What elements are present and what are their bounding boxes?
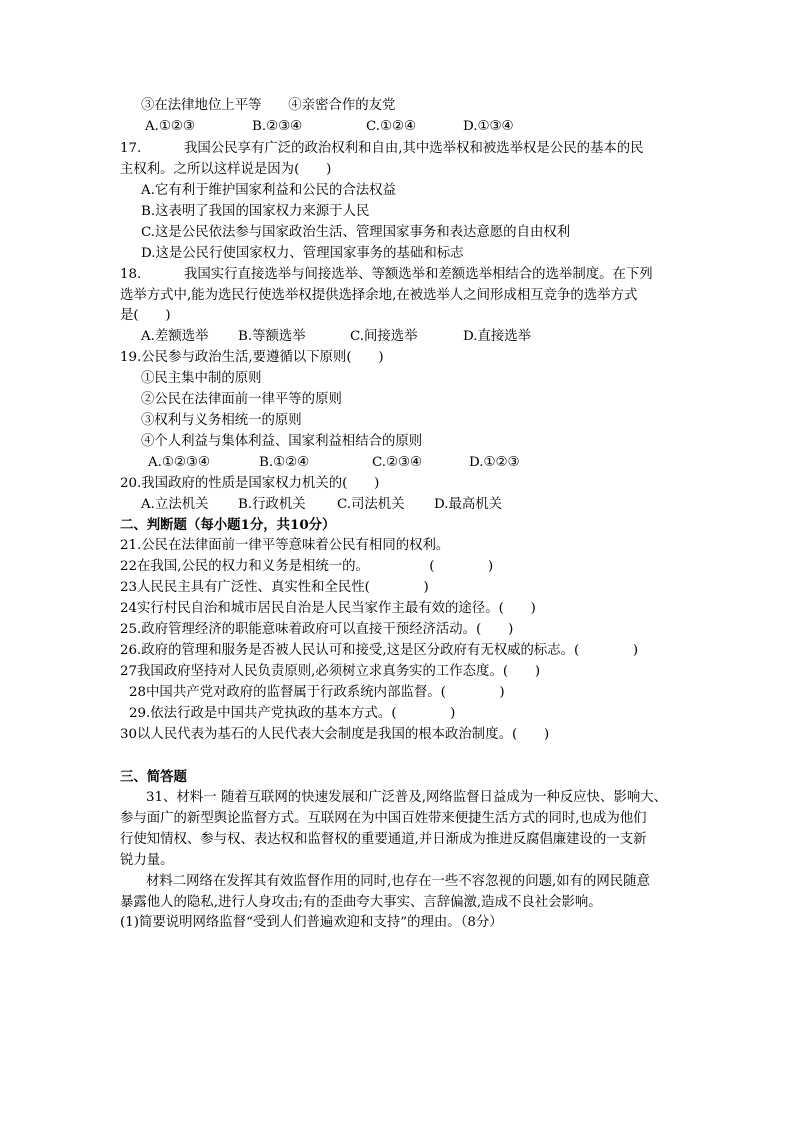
section3-title: 三、简答题 <box>120 769 187 785</box>
q18-stem-line1: 我国实行直接选举与间接选举、等额选举和差额选举相结合的选举制度。在下列 <box>184 267 653 282</box>
judge-item-22: 22在我国,公民的权力和义务是相统一的。 ( ) <box>120 559 494 574</box>
material1-line3: 行使知情权、参与权、表达权和监督权的重要通道,并日渐成为推进反腐倡廉建设的一支新 <box>120 832 647 847</box>
q19-item-3: ③权利与义务相统一的原则 <box>141 413 302 428</box>
q20-option-c: C.司法机关 <box>337 497 405 512</box>
q16-continuation: ③在法律地位上平等 ④亲密合作的友党 <box>141 98 396 113</box>
q16-option-a: A.①②③ <box>145 119 195 134</box>
section2-title: 二、判断题（每小题1分，共10分） <box>120 517 336 533</box>
q19-option-a: A.①②③④ <box>148 455 210 470</box>
q17-option-d: D.这是公民行使国家权力、管理国家事务的基础和标志 <box>141 246 464 261</box>
q19-option-b: B.①②④ <box>259 455 310 470</box>
q17-number: 17. <box>120 141 142 156</box>
q19-stem: 19.公民参与政治生活,要遵循以下原则( ) <box>120 350 384 365</box>
judge-item-23: 23人民民主具有广泛性、真实性和全民性( ) <box>120 580 429 595</box>
judge-item-26: 26.政府的管理和服务是否被人民认可和接受,这是区分政府有无权威的标志。( ) <box>120 643 639 658</box>
q19-item-4: ④个人利益与集体利益、国家利益相结合的原则 <box>141 434 423 449</box>
material1-line2: 参与面广的新型舆论监督方式。互联网在为中国百姓带来便捷生活方式的同时,也成为他们 <box>120 811 647 826</box>
q16-option-b: B.②③④ <box>252 119 303 134</box>
judge-item-25: 25.政府管理经济的职能意味着政府可以直接干预经济活动。( ) <box>120 622 514 637</box>
q19-option-c: C.②③④ <box>372 455 423 470</box>
q18-stem-line3: 是( ) <box>120 308 171 323</box>
q20-option-b: B.行政机关 <box>238 497 306 512</box>
question-31-1: (1)简要说明网络监督“受到人们普遍欢迎和支持”的理由。（8分） <box>120 915 503 930</box>
q19-item-1: ①民主集中制的原则 <box>141 371 262 386</box>
q18-option-b: B.等额选举 <box>238 329 306 344</box>
q17-option-c: C.这是公民依法参与国家政治生活、管理国家事务和表达意愿的自由权利 <box>141 225 571 240</box>
q18-option-a: A.差额选举 <box>141 329 209 344</box>
q18-option-d: D.直接选举 <box>463 329 532 344</box>
q20-option-a: A.立法机关 <box>141 497 209 512</box>
q20-stem: 20.我国政府的性质是国家权力机关的( ) <box>120 476 380 491</box>
material2-line1: 材料二网络在发挥其有效监督作用的同时,也存在一些不容忽视的问题,如有的网民随意 <box>146 874 650 889</box>
q18-stem-line2: 选举方式中,能为选民行使选举权提供选择余地,在被选举人之间形成相互竞争的选举方式 <box>120 288 638 303</box>
q17-stem-line1: 我国公民享有广泛的政治权利和自由,其中选举权和被选举权是公民的基本的民 <box>184 141 644 156</box>
q19-item-2: ②公民在法律面前一律平等的原则 <box>141 392 342 407</box>
q17-stem-line2: 主权利。之所以这样说是因为( ) <box>120 162 332 177</box>
q20-option-d: D.最高机关 <box>434 497 503 512</box>
judge-item-27: 27我国政府坚持对人民负责原则,必须树立求真务实的工作态度。( ) <box>120 664 541 679</box>
q16-option-d: D.①③④ <box>463 119 514 134</box>
judge-item-30: 30以人民代表为基石的人民代表大会制度是我国的根本政治制度。( ) <box>120 727 550 742</box>
q16-option-c: C.①②④ <box>366 119 417 134</box>
q19-option-d: D.①②③ <box>469 455 520 470</box>
material1-line1: 31、材料一 随着互联网的快速发展和广泛普及,网络监督日益成为一种反应快、影响大、 <box>146 790 668 805</box>
q17-option-b: B.这表明了我国的国家权力来源于人民 <box>141 204 370 219</box>
judge-item-28: 28中国共产党对政府的监督属于行政系统内部监督。( ) <box>129 685 505 700</box>
judge-item-29: 29.依法行政是中国共产党执政的基本方式。( ) <box>129 706 456 721</box>
judge-item-24: 24实行村民自治和城市居民自治是人民当家作主最有效的途径。( ) <box>120 601 536 616</box>
q18-number: 18. <box>120 267 142 282</box>
judge-item-21: 21.公民在法律面前一律平等意味着公民有相同的权利。 <box>120 538 450 553</box>
material2-line2: 暴露他人的隐私,进行人身攻击;有的歪曲夸大事实、言辞偏激,造成不良社会影响。 <box>120 895 602 910</box>
material1-line4: 锐力量。 <box>120 853 174 868</box>
q17-option-a: A.它有利于维护国家利益和公民的合法权益 <box>141 183 396 198</box>
q18-option-c: C.间接选举 <box>350 329 418 344</box>
